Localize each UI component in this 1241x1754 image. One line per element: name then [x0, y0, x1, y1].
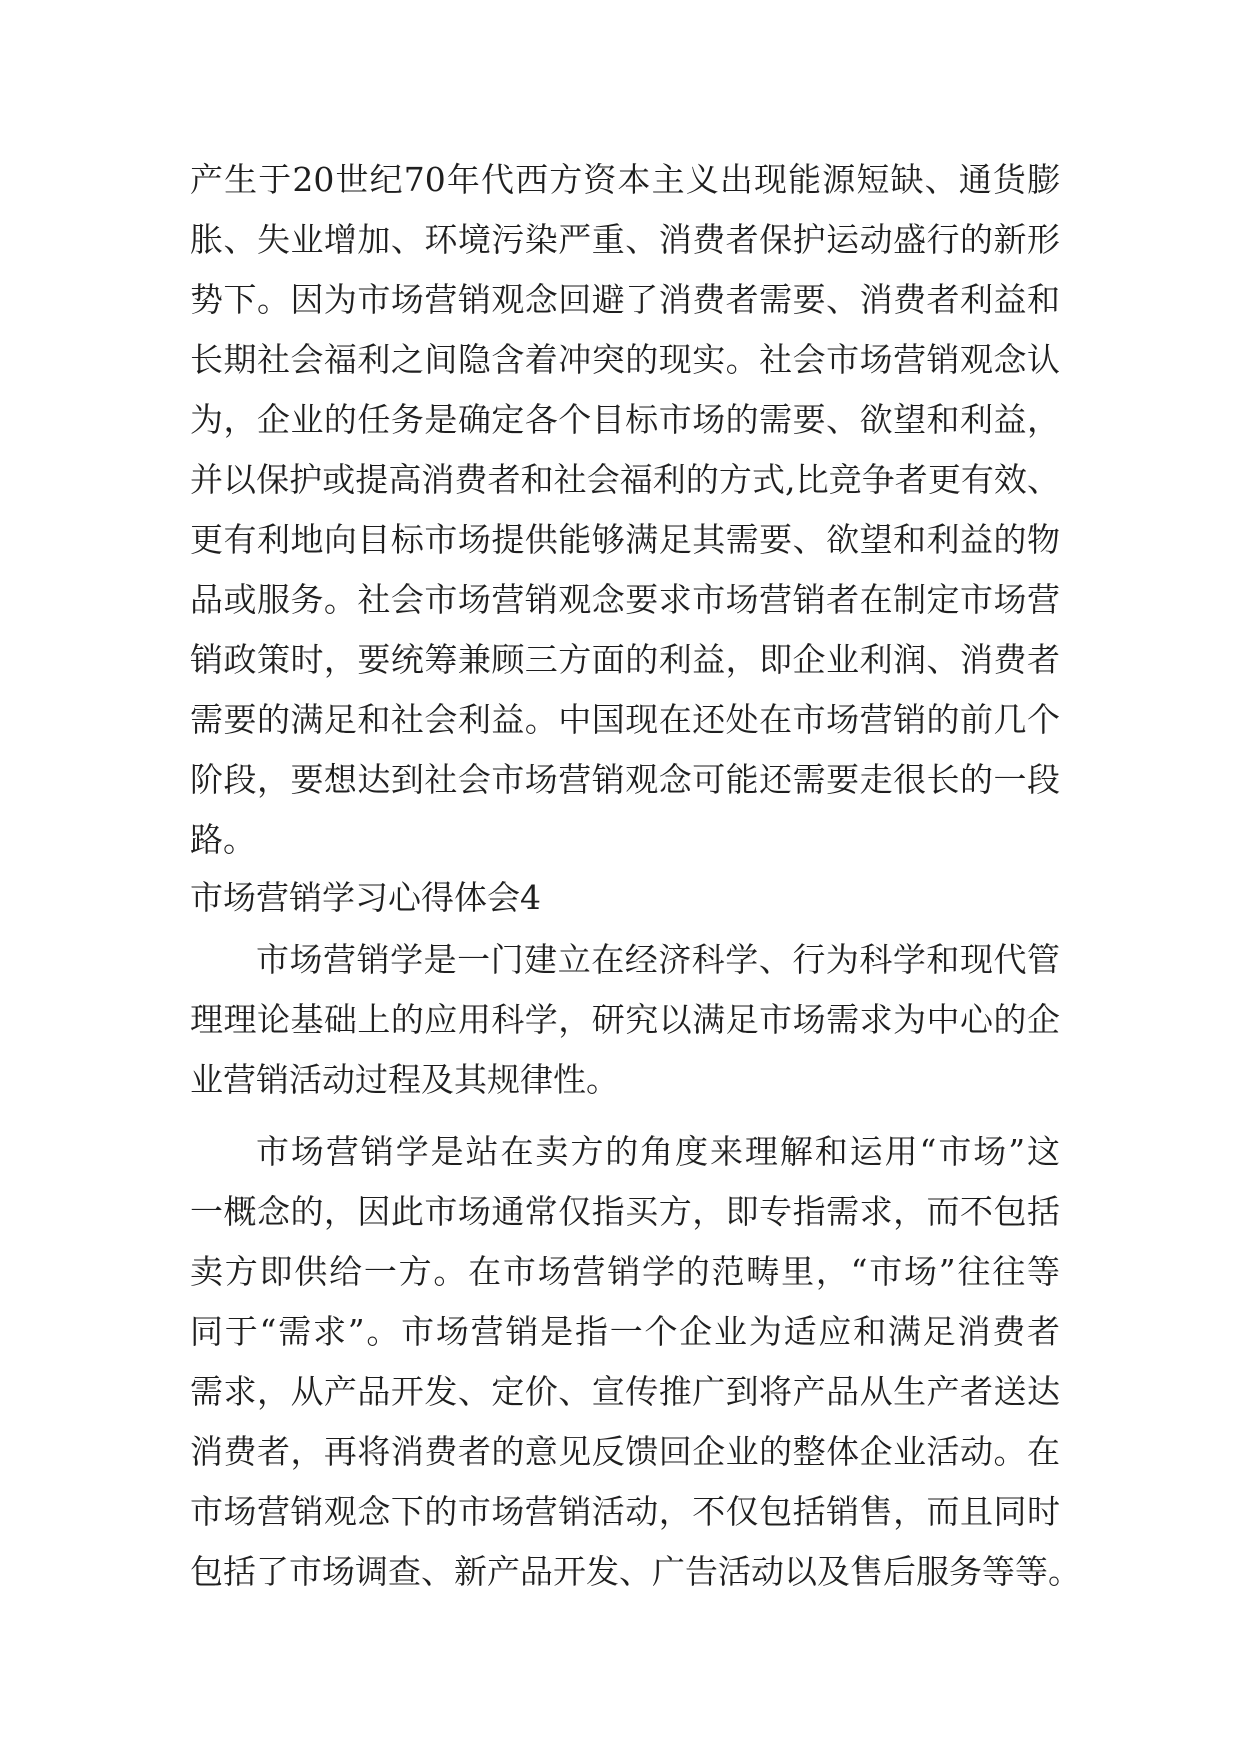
paragraph-3-line-2: 一概念的，因此市场通常仅指买方，即专指需求，而不包括: [190, 1192, 1060, 1231]
paragraph-1-line-3: 势下。因为市场营销观念回避了消费者需要、消费者利益和: [190, 280, 1060, 319]
section-heading: 市场营销学习心得体会4: [190, 878, 541, 917]
paragraph-1-line-12: 路。: [190, 820, 256, 859]
paragraph-3-line-8: 包括了市场调查、新产品开发、广告活动以及售后服务等等。: [190, 1552, 1081, 1591]
paragraph-2-line-1: 市场营销学是一门建立在经济科学、行为科学和现代管: [256, 940, 1060, 979]
paragraph-1-line-10: 需要的满足和社会利益。中国现在还处在市场营销的前几个: [190, 700, 1060, 739]
paragraph-3-line-1: 市场营销学是站在卖方的角度来理解和运用“市场”这: [256, 1132, 1060, 1171]
paragraph-1-line-11: 阶段，要想达到社会市场营销观念可能还需要走很长的一段: [190, 760, 1060, 799]
paragraph-1-line-7: 更有利地向目标市场提供能够满足其需要、欲望和利益的物: [190, 520, 1060, 559]
paragraph-1-line-8: 品或服务。社会市场营销观念要求市场营销者在制定市场营: [190, 580, 1060, 619]
paragraph-3-line-3: 卖方即供给一方。在市场营销学的范畴里，“市场”往往等: [190, 1252, 1060, 1291]
paragraph-3-line-4: 同于“需求”。市场营销是指一个企业为适应和满足消费者: [190, 1312, 1060, 1351]
paragraph-3-line-5: 需求，从产品开发、定价、宣传推广到将产品从生产者送达: [190, 1372, 1060, 1411]
paragraph-3-line-6: 消费者，再将消费者的意见反馈回企业的整体企业活动。在: [190, 1432, 1060, 1471]
paragraph-1-line-6: 并以保护或提高消费者和社会福利的方式,比竞争者更有效、: [190, 460, 1060, 499]
paragraph-1-line-5: 为，企业的任务是确定各个目标市场的需要、欲望和利益，: [190, 400, 1060, 439]
paragraph-2-line-2: 理理论基础上的应用科学，研究以满足市场需求为中心的企: [190, 1000, 1060, 1039]
paragraph-2-line-3: 业营销活动过程及其规律性。: [190, 1060, 619, 1099]
paragraph-1-line-1: 产生于20世纪70年代西方资本主义出现能源短缺、通货膨: [190, 160, 1060, 199]
paragraph-3-line-7: 市场营销观念下的市场营销活动，不仅包括销售，而且同时: [190, 1492, 1060, 1531]
paragraph-1-line-9: 销政策时，要统筹兼顾三方面的利益，即企业利润、消费者: [190, 640, 1060, 679]
paragraph-1-line-2: 胀、失业增加、环境污染严重、消费者保护运动盛行的新形: [190, 220, 1060, 259]
paragraph-1-line-4: 长期社会福利之间隐含着冲突的现实。社会市场营销观念认: [190, 340, 1060, 379]
